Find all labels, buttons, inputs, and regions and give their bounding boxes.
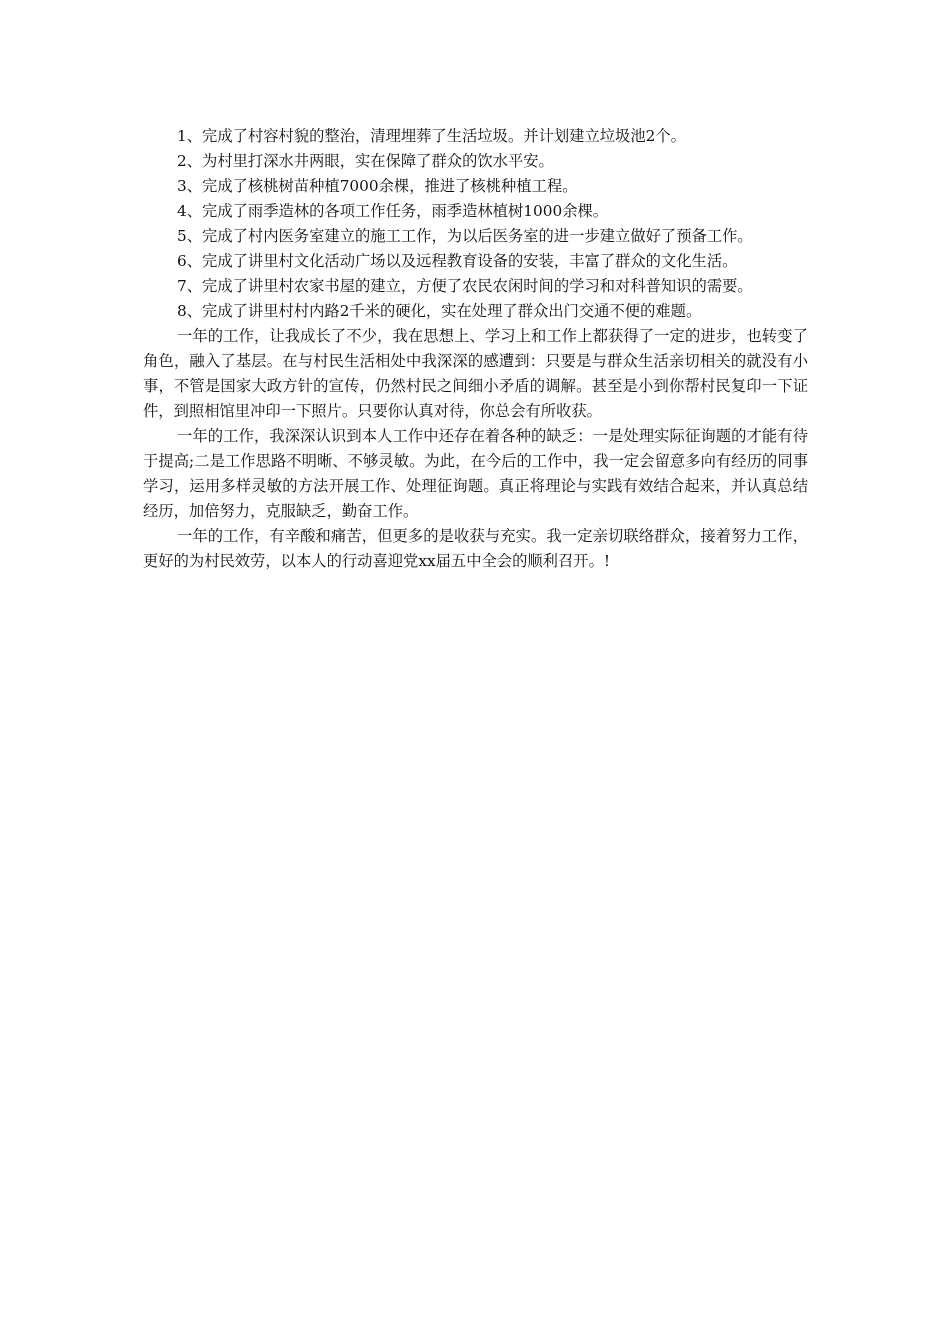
list-item: 1、完成了村容村貌的整治，清理埋葬了生活垃圾。并计划建立垃圾池2个。 xyxy=(177,127,686,145)
paragraph-conclusion: 一年的工作，有辛酸和痛苦，但更多的是收获与充实。我一定亲切联络群众，接着努力工作，更好的为村民效劳，以本人的行动喜迎党xx届五中全会的顺利召开。! xyxy=(143,527,808,570)
list-item: 5、完成了村内医务室建立的施工工作，为以后医务室的进一步建立做好了预备工作。 xyxy=(177,227,753,245)
list-item: 6、完成了讲里村文化活动广场以及远程教育设备的安装，丰富了群众的文化生活。 xyxy=(177,252,738,270)
paragraph-growth: 一年的工作，让我成长了不少，我在思想上、学习上和工作上都获得了一定的进步，也转变了角色，融入了基层。在与村民生活相处中我深深的感遭到：只要是与群众生活亲切相关的就没有小事，不管是国家大政方针的宣传，仍然村民之间细小矛盾的调解。甚至是小到你帮村民复印一下证件，到照相馆里冲印一下照片。只要你认真对待，你总会有所收获。 xyxy=(143,327,808,420)
list-item: 3、完成了核桃树苗种植7000余棵，推进了核桃种植工程。 xyxy=(177,177,578,195)
list-item: 4、完成了雨季造林的各项工作任务，雨季造林植树1000余棵。 xyxy=(177,202,609,220)
paragraph-shortcomings: 一年的工作，我深深认识到本人工作中还存在着各种的缺乏：一是处理实际征询题的才能有待于提高;二是工作思路不明晰、不够灵敏。为此，在今后的工作中，我一定会留意多向有经历的同事学习，运用多样灵敏的方法开展工作、处理征询题。真正将理论与实践有效结合起来，并认真总结经历，加倍努力，克服缺乏，勤奋工作。 xyxy=(143,427,808,520)
list-item: 2、为村里打深水井两眼，实在保障了群众的饮水平安。 xyxy=(177,152,554,170)
document-body xyxy=(143,124,808,574)
list-item: 7、完成了讲里村农家书屋的建立，方便了农民农闲时间的学习和对科普知识的需要。 xyxy=(177,277,753,295)
list-item: 8、完成了讲里村村内路2千米的硬化，实在处理了群众出门交通不便的难题。 xyxy=(177,302,702,320)
